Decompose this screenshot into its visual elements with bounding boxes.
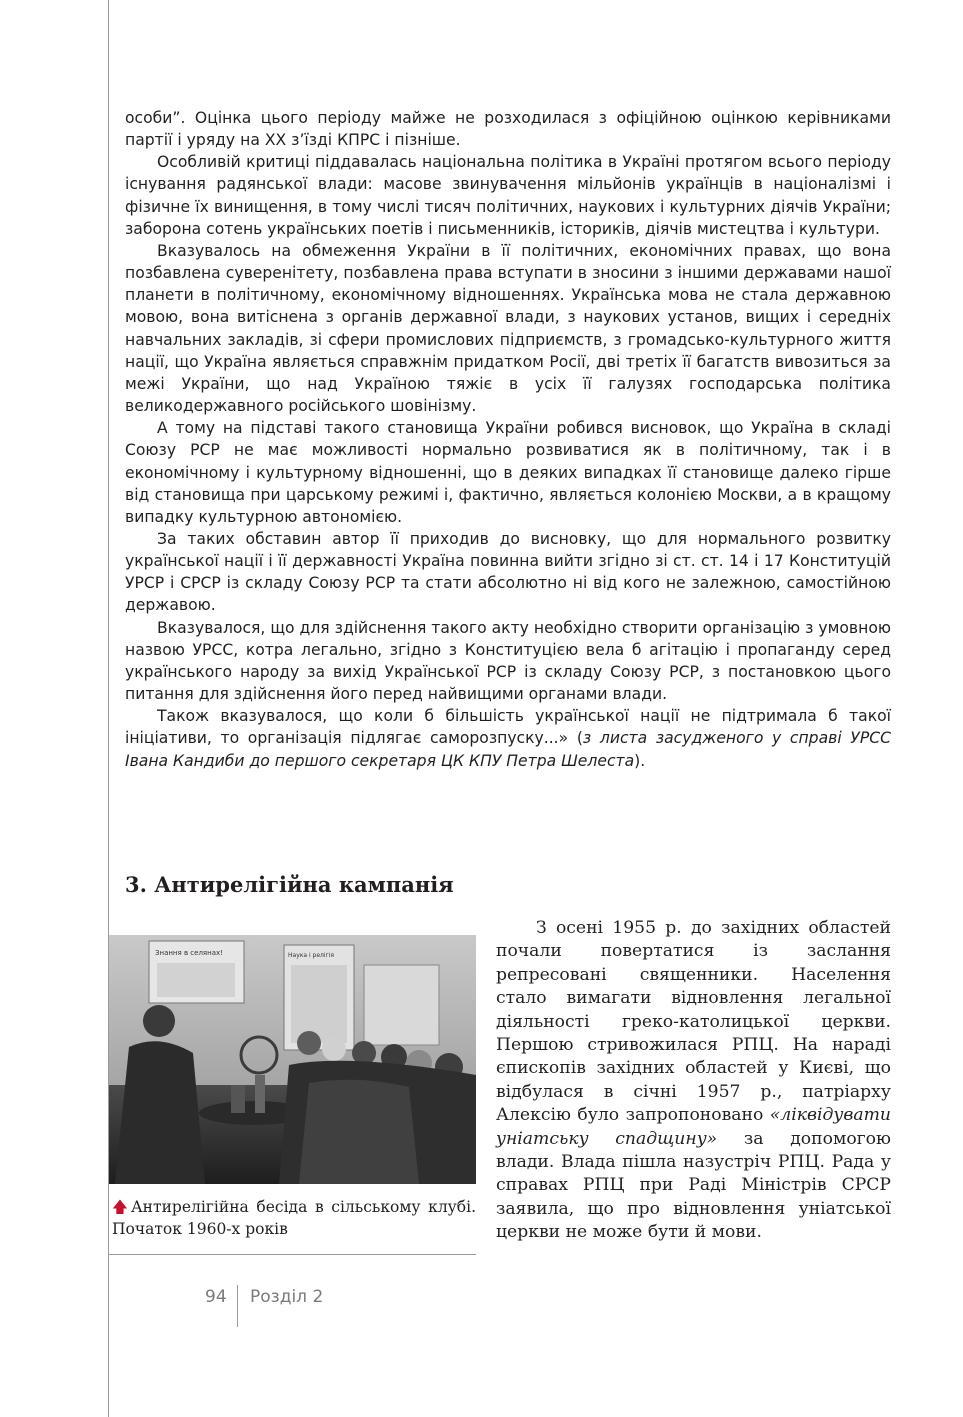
paragraph-7 (125, 705, 891, 771)
photo-anti-religious-talk (109, 935, 476, 1184)
paragraph-2: Особливій критиці піддавалась національна політика в Україні протягом всього періоду існування радянської влади: масове звинувачення мільйонів українців в націоналізмі і фізичне їх винищення, в тому числі тисяч політичних, наукових і культурних діячів України; заборона сотень українських поетів і письменників, істориків, діячів мистецтва і культури. (125, 153, 891, 238)
footer-divider (237, 1285, 238, 1327)
paragraph-1: особи”. Оцінка цього періоду майже не розходилася з офіційною оцінкою керівниками партії і уряду на ХХ з’їзді КПРС і пізніше. (125, 109, 891, 150)
page-footer (0, 1285, 963, 1329)
caption-rule (109, 1254, 476, 1255)
footer-section-label: Розділ 2 (250, 1287, 324, 1307)
poster-right (284, 945, 354, 1050)
side-text (496, 917, 891, 1245)
figure-caption-text: Антирелігійна бесіда в сільському клубі. Початок 1960-х років (112, 1198, 476, 1238)
photo-illustration (109, 935, 476, 1184)
paragraph-3: Вказувалось на обмеження України в її політичних, економічних правах, що вона позбавлена суверенітету, позбавлена права вступати в зносини з іншими державами нашої планети в політичному, економічному відношеннях. Українська мова не стала державною мовою, вона витіснена з органів державної влади, з наукових установ, вищих і середніх навчальних закладів, зі сфери промислових підприємств, з громадсько-культурного життя нації, що Україна являється справжнім придатком Росії, дві третіх її багатств вивозиться за межі України, що над Україною тяжіє в усіх її галузях господарська політика великодержавного російського шовінізму. (125, 241, 891, 416)
poster-left-text: Знання в селянах! (155, 949, 223, 957)
page-number: 94 (205, 1287, 227, 1307)
side-paragraph (496, 917, 891, 1245)
paragraph-5: За таких обставин автор її приходив до висновку, що для нормального розвитку української нації і її державності Україна повинна вийти згідно зі ст. ст. 14 і 17 Конституцій УРСР і СРСР із складу Союзу РСР та стати абсолютно ні від кого не залежною, самостійною державою. (125, 529, 891, 615)
poster-left (149, 941, 244, 1003)
quote-source: з листа засудженого у справі УРСС Івана Кандиби до першого секретаря ЦК КПУ Петра Шелеста (125, 729, 891, 770)
figure-caption (112, 1196, 476, 1240)
paragraph-6: Вказувалося, що для здійснення такого акту необхідно створити організацію з умовною назвою УРСС, котра легально, згідно з Конституцією вела б агітацію і пропаганду серед українського народу за вихід Української РСР із складу Союзу РСР, з постановкою цього питання для здійснення його перед найвищими органами влади. (125, 618, 891, 704)
side-text-quote: «ліквідувати уніатську спадщину» (496, 1105, 891, 1149)
poster-right-text: Наука і релігія (288, 952, 334, 959)
side-text-part-2: за допомогою влади. Влада пішла назустріч РПЦ. Рада у справах РПЦ при Раді Міністрів СРСР заявила, що про відновлення уніатської церкви не може бути й мови. (496, 1128, 891, 1243)
paragraph-7-end: ). (634, 751, 646, 770)
paragraph-7-text: Також вказувалося, що коли б більшість української нації не підтримала б такої ініціативи, то організація підлягає саморозпуску...» ( (125, 707, 891, 748)
wall-notice (364, 965, 439, 1045)
left-margin-rule (108, 0, 109, 1417)
section-heading: 3. Антирелігійна кампанія (125, 872, 454, 897)
side-text-part-1: З осені 1955 р. до західних областей почали повертатися із заслання репресовані священники. Населення стало вимагати відновлення легальної діяльності греко-католицької церкви. Першою стривожилася РПЦ. На нараді єпископів західних областей у Києві, що відбулася в січні 1957 р., патріарху Алексію було запропоновано (496, 918, 891, 1126)
main-body-text (125, 107, 891, 772)
paragraph-4: А тому на підставі такого становища України робився висновок, що Україна в складі Союзу РСР не має можливості нормально розвиватися як в політичному, так і в економічному і культурному відношенні, що в деяких випадках її становище далеко гірше від становища при царському режимі і, фактично, являється колонією Москви, а в кращому випадку культурною автономією. (125, 419, 891, 526)
arrow-up-icon: 🡅 (112, 1198, 128, 1216)
